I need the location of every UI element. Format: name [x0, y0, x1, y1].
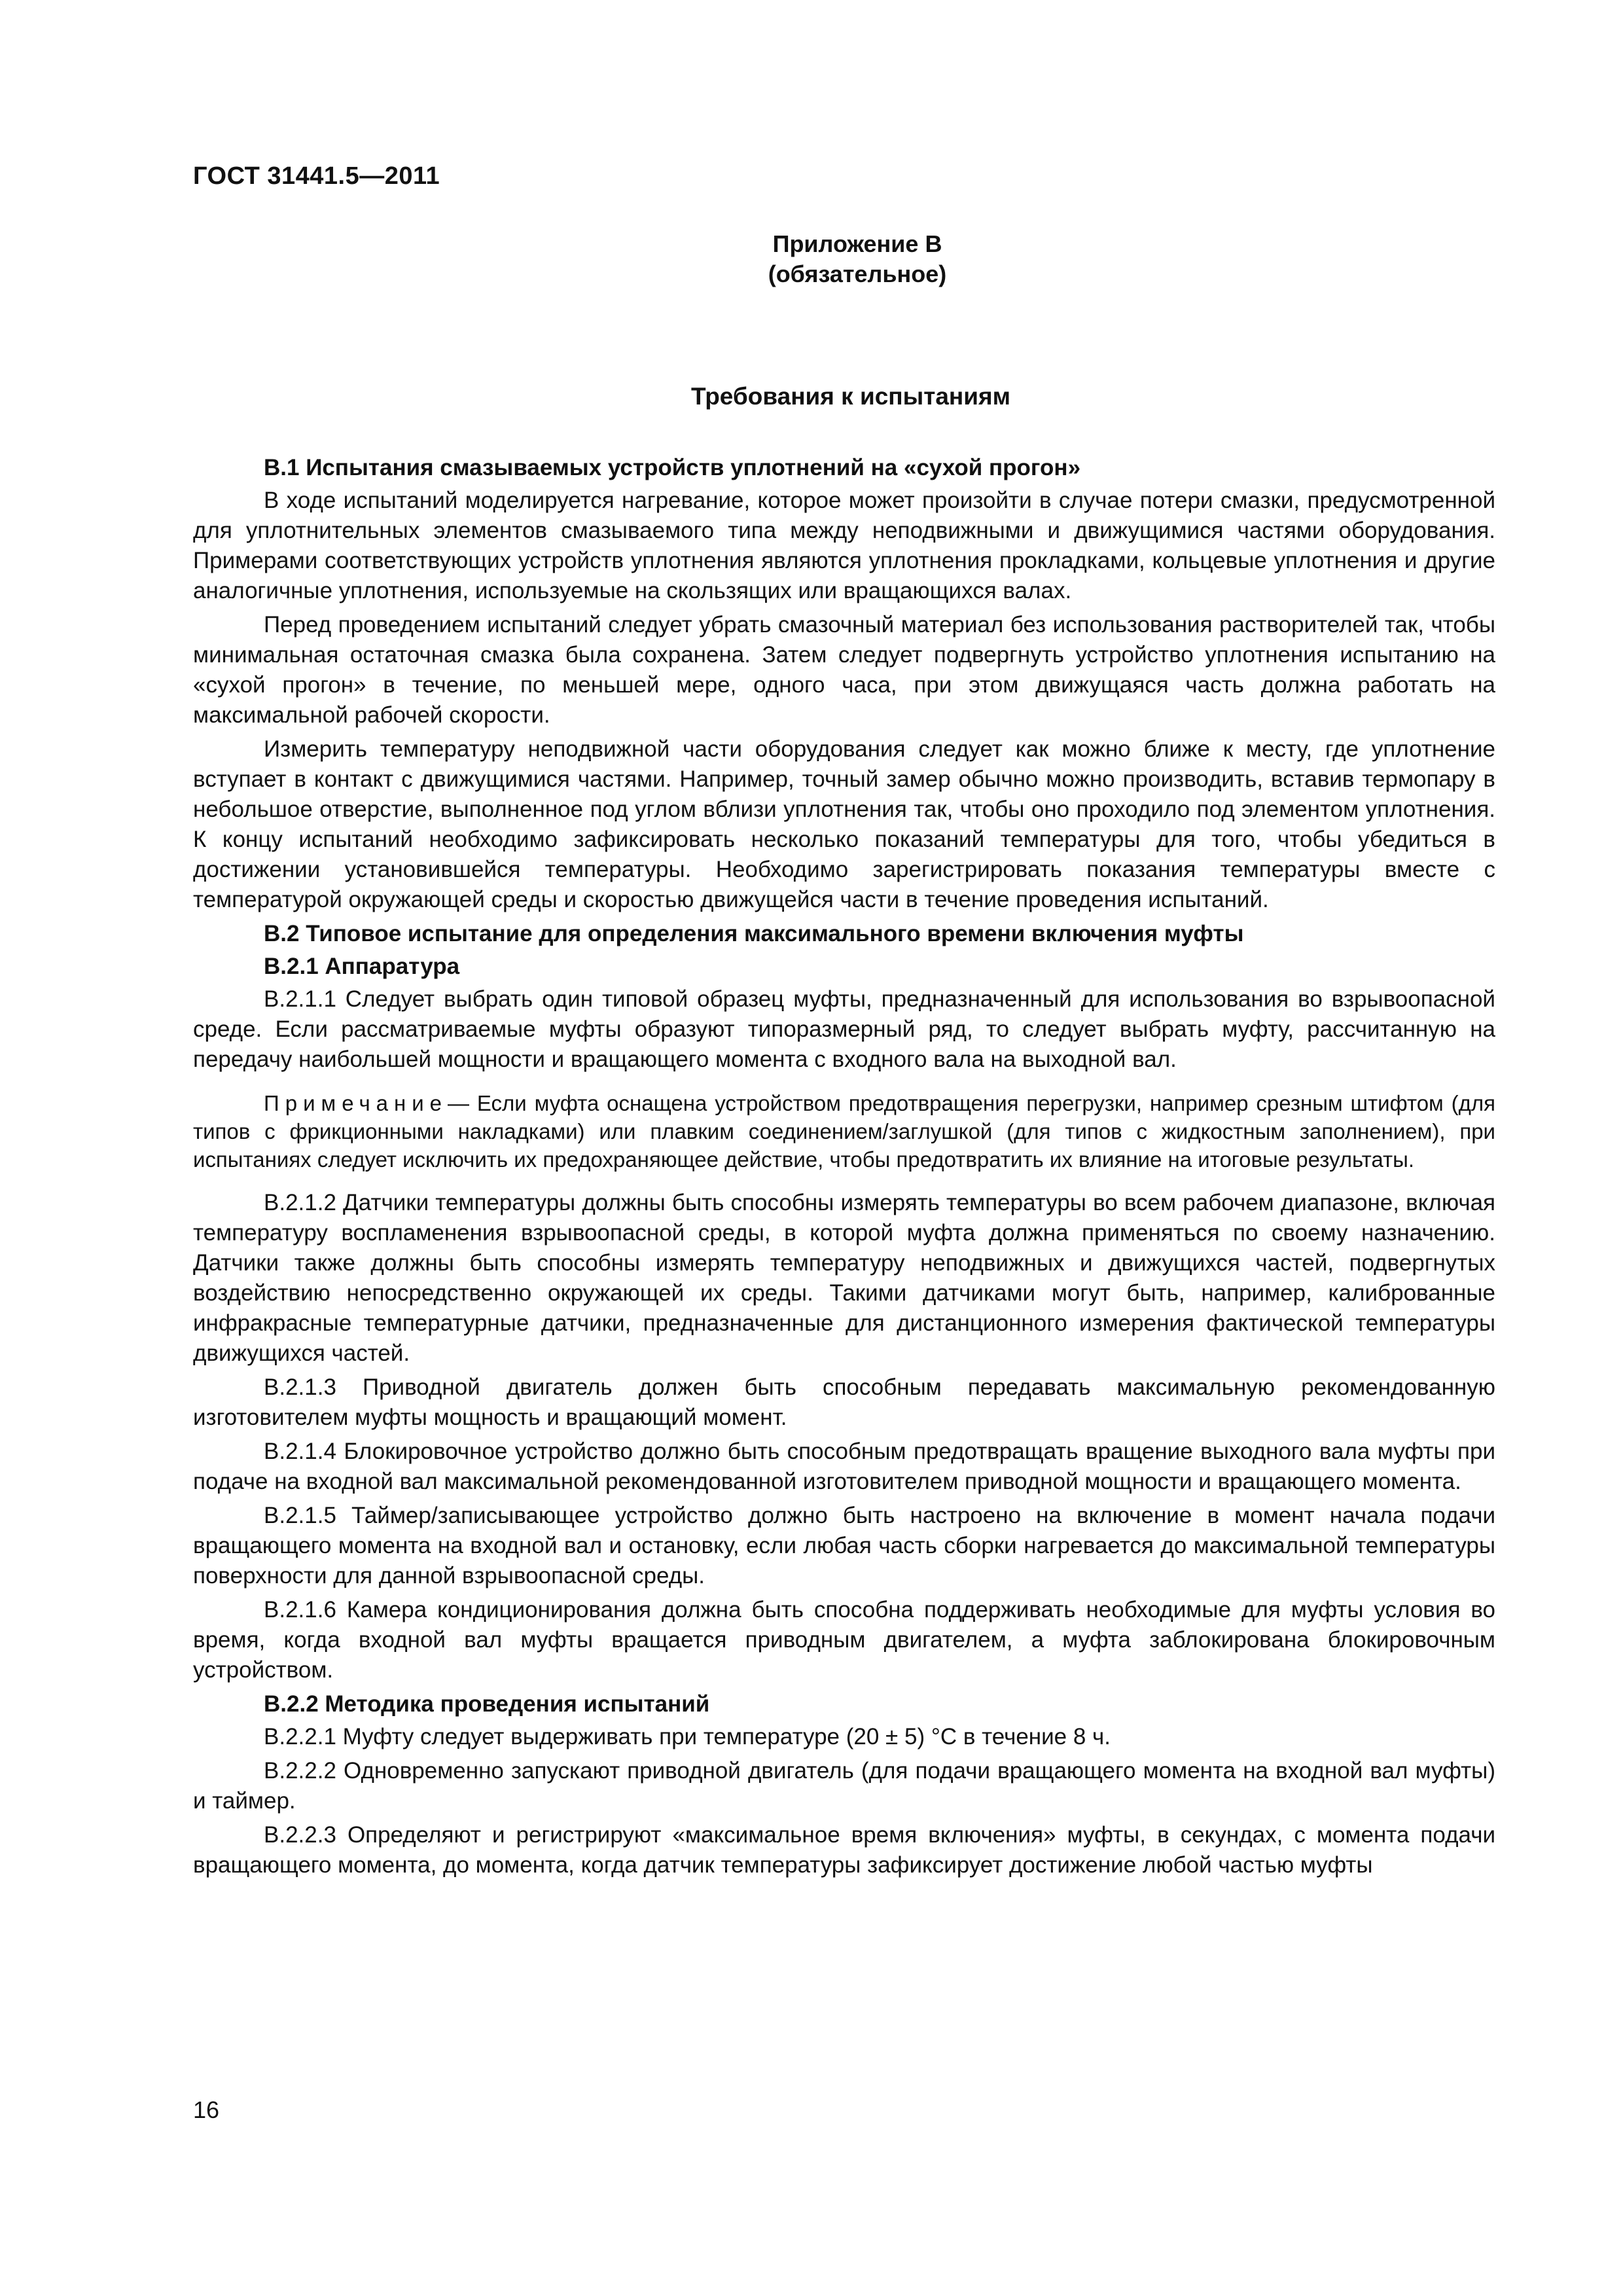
- clause-b221: B.2.2.1 Муфту следует выдерживать при температуре (20 ± 5) °С в течение 8 ч.: [264, 1724, 1111, 1749]
- clause-b214: B.2.1.4 Блокировочное устройство должно быть способным предотвращать вращение выходного вала муфты при подаче на входной вал максимальной рекомендованной изготовителем приводной мощности и вращающего момента.: [193, 1439, 1495, 1494]
- note: [193, 1089, 1495, 1174]
- appendix-label: Приложение В: [772, 230, 942, 257]
- clause-b222: B.2.2.2 Одновременно запускают приводной двигатель (для подачи вращающего момента на входной вал муфты) и таймер.: [193, 1758, 1495, 1814]
- section-heading-b1: B.1 Испытания смазываемых устройств уплотнений на «сухой прогон»: [264, 455, 1081, 480]
- clause-b213: B.2.1.3 Приводной двигатель должен быть способным передавать максимальную рекомендованную изготовителем муфты мощность и вращающий момент.: [193, 1374, 1495, 1430]
- standard-code: ГОСТ 31441.5—2011: [193, 162, 440, 190]
- clause-b211: B.2.1.1 Следует выбрать один типовой образец муфты, предназначенный для использования во взрывоопасной среде. Если рассматриваемые муфты образуют типоразмерный ряд, то следует выбрать муфту, рассчитанную на передачу наибольшей мощности и вращающего момента с входного вала на выходной вал.: [193, 986, 1495, 1072]
- document-body: [193, 453, 1495, 1880]
- appendix-status: (обязательное): [768, 260, 947, 287]
- paragraph: В ходе испытаний моделируется нагревание, которое может произойти в случае потери смазки, предусмотренной для уплотнительных элементов смазываемого типа между неподвижными и движущимися частями оборудования. Примерами соответствующих устройств уплотнения являются уплотнения прокладками, кольцевые уплотнения и другие аналогичные уплотнения, используемые на скользящих или вращающихся валах.: [193, 488, 1495, 603]
- paragraph: Измерить температуру неподвижной части оборудования следует как можно ближе к месту, где уплотнение вступает в контакт с движущимися частями. Например, точный замер обычно можно производить, вставив термопару в небольшое отверстие, выполненное под углом вблизи уплотнения так, чтобы оно проходило под элементом уплотнения. К концу испытаний необходимо зафиксировать несколько показаний температуры для того, чтобы убедиться в достижении установившейся температуры. Необходимо зарегистрировать показания температуры вместе с температурой окружающей среды и скоростью движущейся части в течение проведения испытаний.: [193, 736, 1495, 912]
- subsection-heading-b22: B.2.2 Методика проведения испытаний: [264, 1691, 710, 1717]
- clause-b216: B.2.1.6 Камера кондиционирования должна быть способна поддерживать необходимые для муфты условия во время, когда входной вал муфты вращается приводным двигателем, а муфта заблокирована блокировочным устройством.: [193, 1597, 1495, 1683]
- page-number: 16: [193, 2096, 220, 2123]
- paragraph: Перед проведением испытаний следует убрать смазочный материал без использования растворителей так, чтобы минимальная остаточная смазка была сохранена. Затем следует подвергнуть устройство уплотнения испытанию на «сухой прогон» в течение, по меньшей мере, одного часа, при этом движущаяся часть должна работать на максимальной рабочей скорости.: [193, 612, 1495, 728]
- clause-b215: B.2.1.5 Таймер/записывающее устройство должно быть настроено на включение в момент начала подачи вращающего момента на входной вал и остановку, если любая часть сборки нагревается до максимальной температуры поверхности для данной взрывоопасной среды.: [193, 1503, 1495, 1588]
- subsection-heading-b21: B.2.1 Аппаратура: [264, 954, 460, 979]
- note-label: Примечание: [264, 1091, 448, 1115]
- note-text: — Если муфта оснащена устройством предотвращения перегрузки, например срезным штифтом (для типов с фрикционными накладками) или плавким соединением/заглушкой (для типов с жидкостным заполнением), при испытаниях следует исключить их предохраняющее действие, чтобы предотвратить их влияние на итоговые результаты.: [193, 1091, 1495, 1172]
- clause-b212: B.2.1.2 Датчики температуры должны быть способны измерять температуры во всем рабочем диапазоне, включая температуру воспламенения взрывоопасной среды, в которой муфта должна применяться по своему назначению. Датчики также должны быть способны измерять температуру неподвижных и движущихся частей, подвергнутых воздействию непосредственно окружающей их среды. Такими датчиками могут быть, например, калиброванные инфракрасные температурные датчики, предназначенные для дистанционного измерения фактической температуры движущихся частей.: [193, 1190, 1495, 1366]
- page-title: Требования к испытаниям: [691, 383, 1010, 410]
- section-heading-b2: B.2 Типовое испытание для определения максимального времени включения муфты: [264, 921, 1244, 946]
- clause-b223: B.2.2.3 Определяют и регистрируют «максимальное время включения» муфты, в секундах, с момента подачи вращающего момента, до момента, когда датчик температуры зафиксирует достижение любой частью муфты: [193, 1822, 1495, 1878]
